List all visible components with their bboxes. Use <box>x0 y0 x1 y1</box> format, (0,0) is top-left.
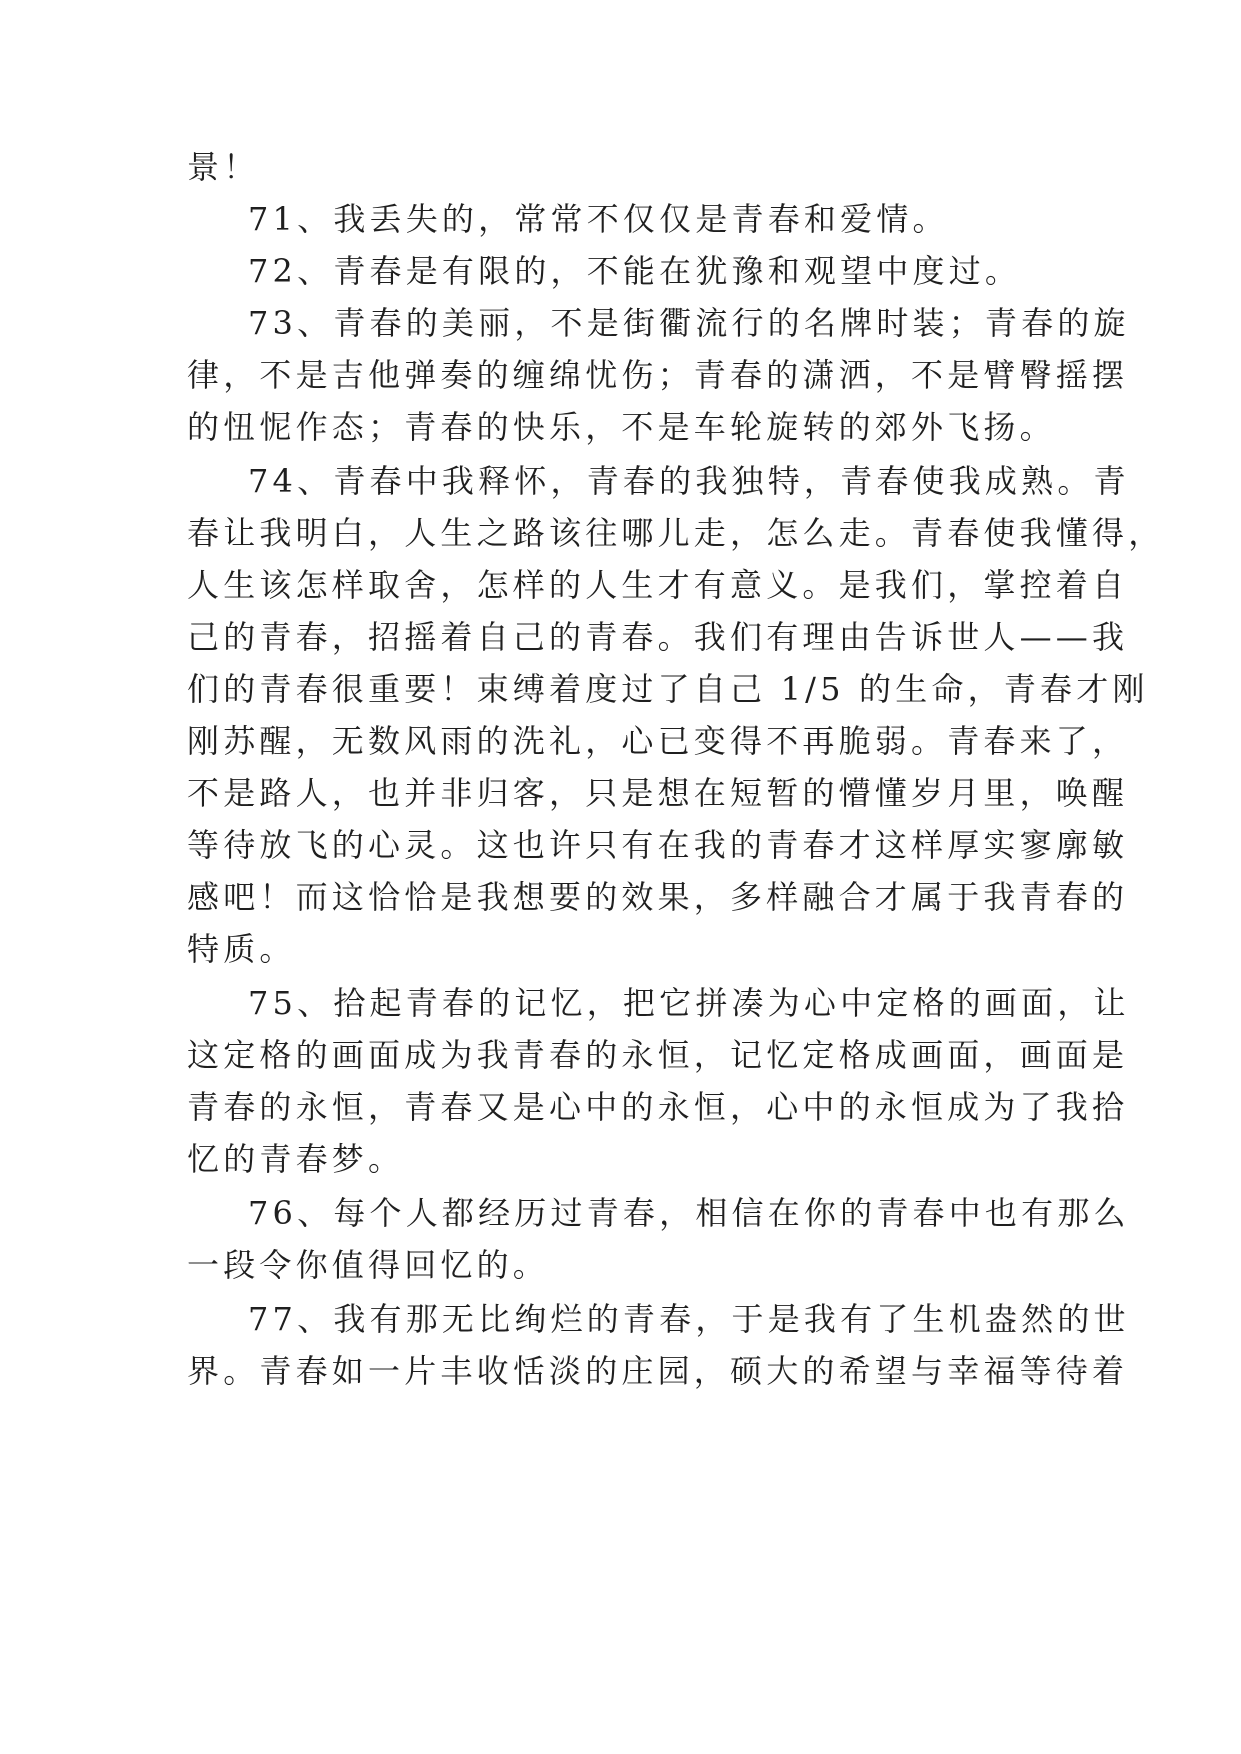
paragraph-74-line-7: 不是路人，也并非归客，只是想在短暂的懵懂岁月里，唤醒 <box>187 774 1129 812</box>
paragraph-75-line-1: 75、拾起青春的记忆，把它拼凑为心中定格的画面，让 <box>248 984 1130 1022</box>
paragraph-76-line-1: 76、每个人都经历过青春，相信在你的青春中也有那么 <box>248 1194 1130 1232</box>
paragraph-74-line-3: 人生该怎样取舍，怎样的人生才有意义。是我们，掌控着自 <box>187 566 1129 604</box>
paragraph-71-line-1: 71、我丢失的，常常不仅仅是青春和爱情。 <box>248 200 949 238</box>
paragraph-74-line-10: 特质。 <box>187 930 296 968</box>
paragraph-73-line-3: 的忸怩作态；青春的快乐，不是车轮旋转的郊外飞扬。 <box>187 408 1056 446</box>
paragraph-74-line-1: 74、青春中我释怀，青春的我独特，青春使我成熟。青 <box>248 462 1130 500</box>
paragraph-74-line-5: 们的青春很重要！束缚着度过了自己 1/5 的生命，青春才刚 <box>187 670 1149 708</box>
paragraph-74-line-2: 春让我明白，人生之路该往哪儿走，怎么走。青春使我懂得， <box>187 514 1165 552</box>
paragraph-77-line-2: 界。青春如一片丰收恬淡的庄园，硕大的希望与幸福等待着 <box>187 1352 1129 1390</box>
paragraph-75-line-4: 忆的青春梦。 <box>187 1140 405 1178</box>
paragraph-73-line-1: 73、青春的美丽，不是街衢流行的名牌时装；青春的旋 <box>248 304 1130 342</box>
paragraph-75-line-2: 这定格的画面成为我青春的永恒，记忆定格成画面，画面是 <box>187 1036 1129 1074</box>
paragraph-72-line-1: 72、青春是有限的，不能在犹豫和观望中度过。 <box>248 252 1022 290</box>
paragraph-74-line-4: 己的青春，招摇着自己的青春。我们有理由告诉世人——我 <box>187 618 1129 656</box>
paragraph-76-line-2: 一段令你值得回忆的。 <box>187 1246 550 1284</box>
paragraph-75-line-3: 青春的永恒，青春又是心中的永恒，心中的永恒成为了我拾 <box>187 1088 1129 1126</box>
paragraph-74-line-6: 刚苏醒，无数风雨的洗礼，心已变得不再脆弱。青春来了， <box>187 722 1129 760</box>
paragraph-77-line-1: 77、我有那无比绚烂的青春，于是我有了生机盎然的世 <box>248 1300 1130 1338</box>
paragraph-74-line-9: 感吧！而这恰恰是我想要的效果，多样融合才属于我青春的 <box>187 878 1129 916</box>
paragraph-73-line-2: 律，不是吉他弹奏的缠绵忧伤；青春的潇洒，不是臂臀摇摆 <box>187 356 1129 394</box>
paragraph-74-line-8: 等待放飞的心灵。这也许只有在我的青春才这样厚实寥廓敏 <box>187 826 1129 864</box>
fragment-line: 景！ <box>187 148 260 186</box>
